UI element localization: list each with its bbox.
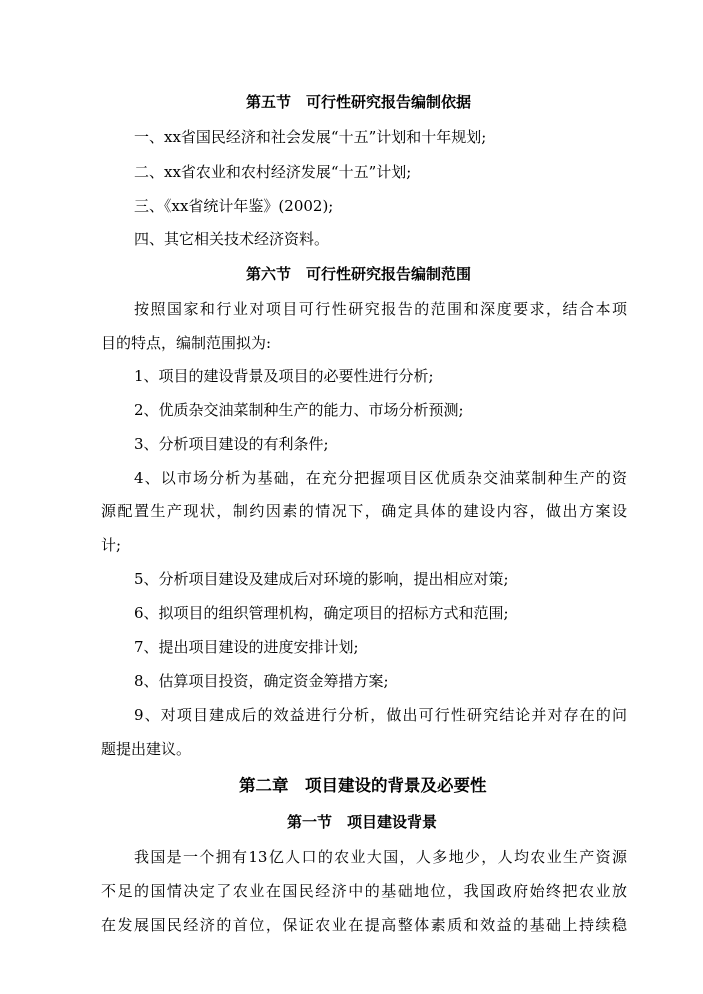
- scope-item-9-line-1: 9、对项目建成后的效益进行分析，做出可行性研究结论并对存在的问: [134, 706, 627, 724]
- background-line-3: 在发展国民经济的首位，保证农业在提高整体素质和效益的基础上持续稳: [101, 916, 627, 934]
- basis-item-1: 一、xx省国民经济和社会发展“十五”计划和十年规划;: [134, 128, 487, 146]
- scope-item-4-line-3: 计;: [101, 536, 122, 554]
- scope-intro-line-2: 目的特点，编制范围拟为:: [101, 334, 272, 352]
- scope-item-3: 3、分析项目建设的有利条件;: [134, 435, 329, 453]
- scope-item-4-line-1: 4、以市场分析为基础，在充分把握项目区优质杂交油菜制种生产的资: [134, 469, 627, 487]
- scope-item-4-line-2: 源配置生产现状，制约因素的情况下，确定具体的建设内容，做出方案设: [101, 502, 627, 520]
- chapter-2-title: 第二章 项目建设的背景及必要性: [239, 776, 487, 795]
- section-5-title: 第五节 可行性研究报告编制依据: [246, 93, 472, 111]
- section-6-title: 第六节 可行性研究报告编制范围: [246, 265, 472, 283]
- scope-item-8: 8、估算项目投资，确定资金筹措方案;: [134, 672, 389, 690]
- background-line-2: 不足的国情决定了农业在国民经济中的基础地位，我国政府始终把农业放: [101, 882, 627, 900]
- basis-item-3: 三、《xx省统计年鉴》(2002);: [134, 197, 334, 215]
- basis-item-2: 二、xx省农业和农村经济发展“十五”计划;: [134, 163, 412, 181]
- scope-item-1: 1、项目的建设背景及项目的必要性进行分析;: [134, 367, 434, 385]
- background-line-1: 我国是一个拥有13亿人口的农业大国，人多地少，人均农业生产资源: [134, 848, 627, 866]
- scope-item-2: 2、优质杂交油菜制种生产的能力、市场分析预测;: [134, 401, 464, 419]
- basis-item-4: 四、其它相关技术经济资料。: [134, 230, 330, 248]
- chapter-2-section-1-title: 第一节 项目建设背景: [287, 813, 438, 831]
- scope-item-6: 6、拟项目的组织管理机构，确定项目的招标方式和范围;: [134, 604, 509, 622]
- scope-item-5: 5、分析项目建设及建成后对环境的影响，提出相应对策;: [134, 570, 509, 588]
- scope-item-7: 7、提出项目建设的进度安排计划;: [134, 638, 359, 656]
- scope-item-9-line-2: 题提出建议。: [101, 740, 192, 758]
- scope-intro-line-1: 按照国家和行业对项目可行性研究报告的范围和深度要求，结合本项: [134, 300, 627, 318]
